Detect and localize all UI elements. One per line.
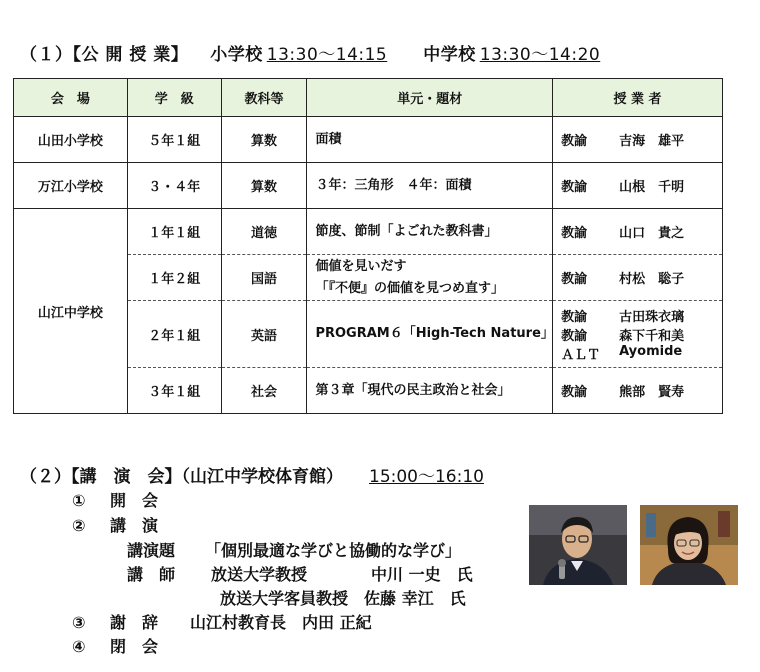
program-item-opening <box>72 488 158 511</box>
junior-time: 13:30〜14:20 <box>479 45 601 65</box>
teacher-entry <box>561 176 722 195</box>
item-label: 閉 会 <box>110 637 159 656</box>
teacher-role: 教諭 <box>561 134 588 149</box>
open-class-table <box>13 78 723 414</box>
class-cell: ３・４年 <box>127 163 221 209</box>
teacher-name: 山根 千明 <box>619 180 685 195</box>
table-row <box>14 209 723 255</box>
subject-cell: 道徳 <box>221 209 307 255</box>
teacher-entry <box>561 222 722 241</box>
program-item-closing <box>72 634 158 657</box>
program-item-lecture <box>72 513 158 536</box>
class-cell: １年１組 <box>127 209 221 255</box>
lecture-title-line <box>127 538 461 561</box>
table-row <box>14 163 723 209</box>
item-number: ① <box>72 491 86 510</box>
venue-cell: 山田小学校 <box>14 117 128 163</box>
lecturer-photo-2 <box>640 505 738 585</box>
section2-time: 15:00〜16:10 <box>369 467 484 487</box>
unit-cell <box>307 117 553 163</box>
teacher-role: 教諭 <box>561 385 588 400</box>
venue-cell: 山江中学校 <box>14 209 128 414</box>
unit-cell <box>307 368 553 414</box>
teacher-name: 熊部 賢寿 <box>619 385 685 400</box>
unit-line: 「『不便』の価値を見つめ直す」 <box>315 280 504 296</box>
teacher-cell <box>553 255 723 301</box>
lecturer-line-1 <box>127 562 473 585</box>
teacher-role: 教諭 <box>561 272 588 287</box>
lecture-title: 「個別最適な学びと協働的な学び」 <box>205 541 462 560</box>
program-item-thanks <box>72 610 372 633</box>
unit-line: 節度、節制「よごれた教科書」 <box>315 223 498 239</box>
teacher-entry <box>561 381 722 400</box>
teacher-entry <box>561 325 722 344</box>
lecturer-photo-1 <box>529 505 627 585</box>
class-cell: ２年１組 <box>127 301 221 368</box>
unit-cell <box>307 209 553 255</box>
venue-cell: 万江小学校 <box>14 163 128 209</box>
header-teacher: 授 業 者 <box>553 79 723 117</box>
teacher-role: 教諭 <box>561 180 588 195</box>
teacher-name: 森下千和美 <box>619 328 685 344</box>
teacher-cell <box>553 163 723 209</box>
teacher-name: 村松 聡子 <box>619 272 685 287</box>
teacher-cell <box>553 368 723 414</box>
unit-line: 価値を見いだす <box>315 258 407 274</box>
class-cell: １年２組 <box>127 255 221 301</box>
teacher-entry <box>561 130 722 149</box>
teacher-entry <box>561 344 722 363</box>
lecturer-2: 放送大学客員教授 佐藤 幸江 氏 <box>220 589 466 608</box>
unit-line: 第３章「現代の民主政治と社会」 <box>315 382 511 398</box>
subject-cell: 国語 <box>221 255 307 301</box>
item-label: 講 演 <box>110 516 159 535</box>
section1-heading <box>20 40 600 65</box>
unit-line: 面積 <box>315 131 342 147</box>
table-row <box>14 117 723 163</box>
header-class: 学 級 <box>127 79 221 117</box>
unit-line: PROGRAM６「High-Tech Nature」 <box>315 326 554 341</box>
teacher-name: 古田珠衣璃 <box>619 309 685 325</box>
header-subject: 教科等 <box>221 79 307 117</box>
subject-cell: 社会 <box>221 368 307 414</box>
teacher-role: ＡＬＴ <box>561 347 601 363</box>
section2-heading <box>20 462 484 487</box>
section2-title: （２）【講 演 会】（山江中学校体育館） <box>20 467 343 487</box>
teacher-name: Ayomide <box>619 343 683 359</box>
teacher-cell <box>553 117 723 163</box>
class-cell: ３年１組 <box>127 368 221 414</box>
unit-cell <box>307 301 553 368</box>
teacher-name: 吉海 雄平 <box>619 134 685 149</box>
unit-line: ３年：三角形 ４年：面積 <box>315 177 472 193</box>
lecturer-label: 講 師 <box>127 565 176 584</box>
teacher-role: 教諭 <box>561 328 588 344</box>
unit-cell <box>307 163 553 209</box>
subject-cell: 算数 <box>221 163 307 209</box>
header-venue: 会 場 <box>14 79 128 117</box>
unit-cell <box>307 255 553 301</box>
teacher-role: 教諭 <box>561 309 588 325</box>
lecture-title-label: 講演題 <box>127 541 176 560</box>
item-label: 開 会 <box>110 491 159 510</box>
class-cell: ５年１組 <box>127 117 221 163</box>
item-number: ③ <box>72 613 86 632</box>
teacher-entry <box>561 268 722 287</box>
lecturer-1: 放送大学教授 中川 一史 氏 <box>211 565 473 584</box>
teacher-name: 山口 貴之 <box>619 226 685 241</box>
teacher-cell <box>553 301 723 368</box>
item-number: ④ <box>72 637 86 656</box>
subject-cell: 算数 <box>221 117 307 163</box>
table-header-row <box>14 79 723 117</box>
item-number: ② <box>72 516 86 535</box>
header-unit: 単元・題材 <box>307 79 553 117</box>
teacher-entry <box>561 306 722 325</box>
junior-label: 中学校 <box>423 45 476 65</box>
elementary-time: 13:30〜14:15 <box>266 45 388 65</box>
item-label: 謝 辞 山江村教育長 内田 正紀 <box>110 613 372 632</box>
teacher-role: 教諭 <box>561 226 588 241</box>
teacher-cell <box>553 209 723 255</box>
lecturer-line-2 <box>220 586 466 609</box>
elementary-label: 小学校 <box>210 45 263 65</box>
subject-cell: 英語 <box>221 301 307 368</box>
section1-title: （１）【公 開 授 業】 <box>20 45 189 65</box>
